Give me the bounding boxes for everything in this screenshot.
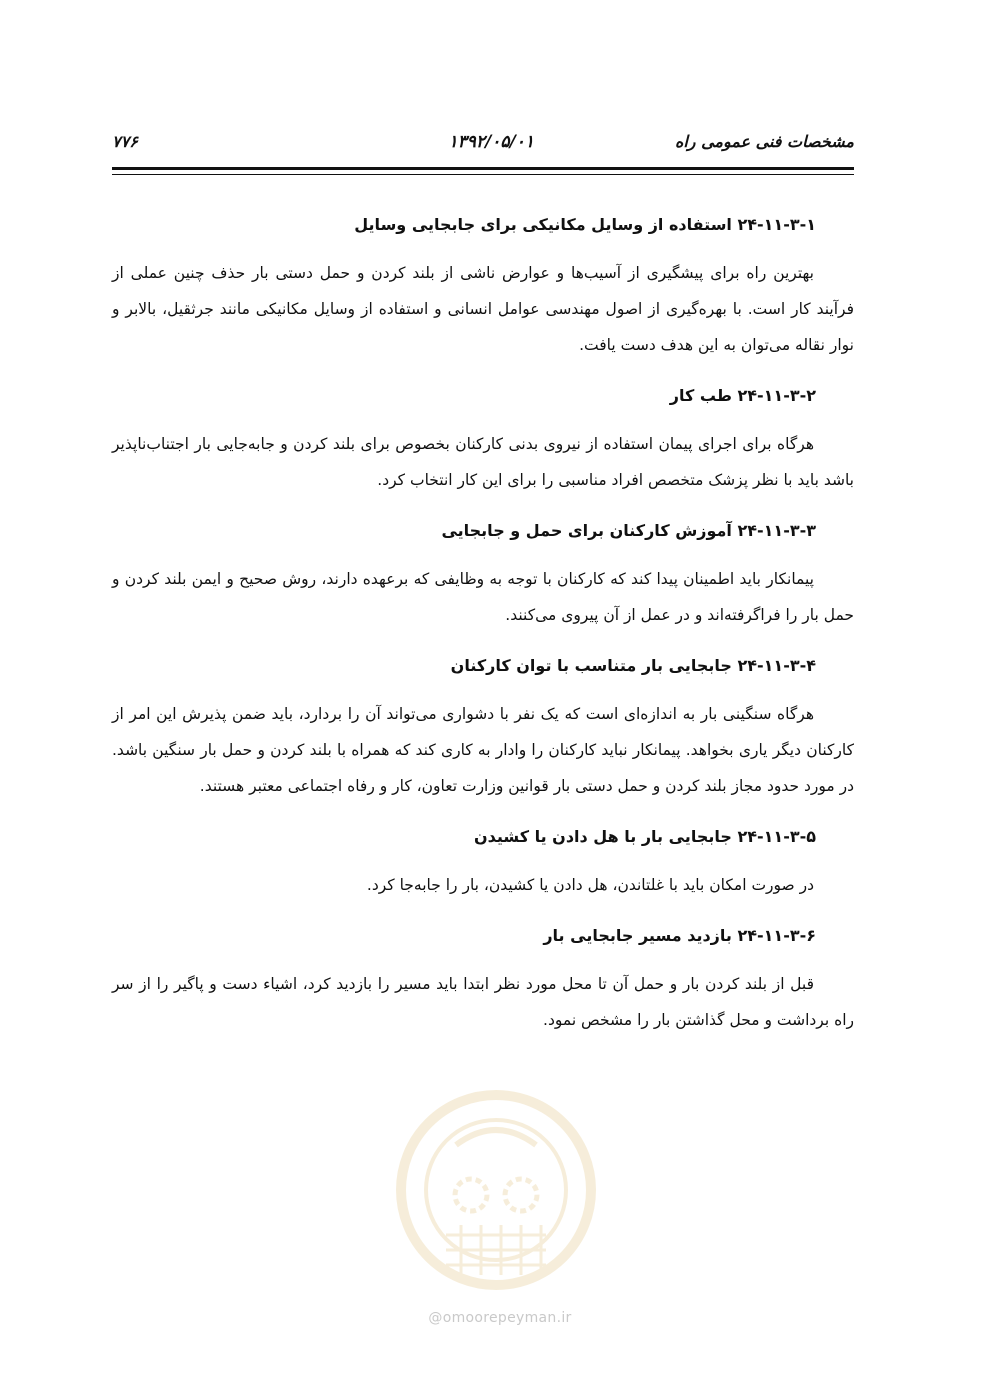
- watermark-logo-icon: [386, 1085, 606, 1315]
- section-heading: [112, 921, 854, 951]
- section-body: هرگاه سنگینی بار به اندازه‌ای است که یک نفر با دشواری می‌تواند آن را بردارد، باید ضمن پذیرش این امر از کارکنان دیگر یاری بخواهد. پیمانکار نباید کارکنان را وادار به کاری کند که همراه با بلند کردن و حمل بار سنگین باشد. در مورد حدود مجاز بلند کردن و حمل دستی بار قوانین وزارت تعاون، کار و رفاه اجتماعی معتبر هستند.: [112, 705, 854, 795]
- section-2: [112, 381, 854, 498]
- section-title: طب کار: [669, 386, 732, 405]
- section-number: ۲۴-۱۱-۳-۴: [737, 656, 816, 675]
- section-body: در صورت امکان باید با غلتاندن، هل دادن یا کشیدن، بار را جابه‌جا کرد.: [366, 876, 814, 894]
- section-title: جابجایی بار متناسب با توان کارکنان: [450, 656, 732, 675]
- section-number: ۲۴-۱۱-۳-۱: [737, 215, 816, 234]
- section-title: استفاده از وسایل مکانیکی برای جابجایی وسایل: [354, 215, 732, 234]
- page-content: [112, 210, 854, 1056]
- section-heading: [112, 516, 854, 546]
- page-number: ۷۷۶: [112, 132, 138, 151]
- section-heading: [112, 651, 854, 681]
- section-title: جابجایی بار با هل دادن یا کشیدن: [473, 827, 732, 846]
- section-5: [112, 822, 854, 903]
- section-body: هرگاه برای اجرای پیمان استفاده از نیروی بدنی کارکنان بخصوص برای بلند کردن و جابه‌جایی بار اجتناب‌ناپذیر باشد باید با نظر پزشک متخصص افراد مناسبی را برای این کار انتخاب کرد.: [112, 435, 854, 489]
- header-rule-thick: [112, 167, 854, 170]
- watermark-text: @omoorepeyman.ir: [428, 1310, 572, 1326]
- section-6: [112, 921, 854, 1038]
- document-date: ۱۳۹۲/۰۵/۰۱: [448, 132, 534, 152]
- section-body: بهترین راه برای پیشگیری از آسیب‌ها و عوارض ناشی از بلند کردن و حمل دستی بار حذف چنین عملی از فرآیند کار است. با بهره‌گیری از اصول مهندسی عوامل انسانی و استفاده از وسایل مکانیکی مانند جرثقیل، بالابر و نوار نقاله می‌توان به این هدف دست یافت.: [112, 264, 854, 354]
- section-number: ۲۴-۱۱-۳-۲: [737, 386, 816, 405]
- section-heading: [112, 822, 854, 852]
- section-3: [112, 516, 854, 633]
- header-rule-thin: [112, 174, 854, 175]
- section-1: [112, 210, 854, 363]
- section-body: پیمانکار باید اطمینان پیدا کند که کارکنان با توجه به وظایفی که برعهده دارند، روش صحیح و ایمن بلند کردن و حمل بار را فراگرفته‌اند و در عمل از آن پیروی می‌کنند.: [112, 570, 854, 624]
- section-number: ۲۴-۱۱-۳-۶: [737, 926, 816, 945]
- section-number: ۲۴-۱۱-۳-۵: [737, 827, 816, 846]
- document-title: مشخصات فنی عمومی راه: [674, 132, 854, 151]
- section-4: [112, 651, 854, 804]
- section-title: آموزش کارکنان برای حمل و جابجایی: [441, 521, 732, 540]
- section-heading: [112, 210, 854, 240]
- page-header: [112, 128, 854, 160]
- section-number: ۲۴-۱۱-۳-۳: [737, 521, 816, 540]
- section-body: قبل از بلند کردن بار و حمل آن تا محل مورد نظر ابتدا باید مسیر را بازدید کرد، اشیاء دست و پاگیر را از سر راه برداشت و محل گذاشتن بار را مشخص نمود.: [112, 975, 854, 1029]
- section-heading: [112, 381, 854, 411]
- section-title: بازدید مسیر جابجایی بار: [543, 926, 732, 945]
